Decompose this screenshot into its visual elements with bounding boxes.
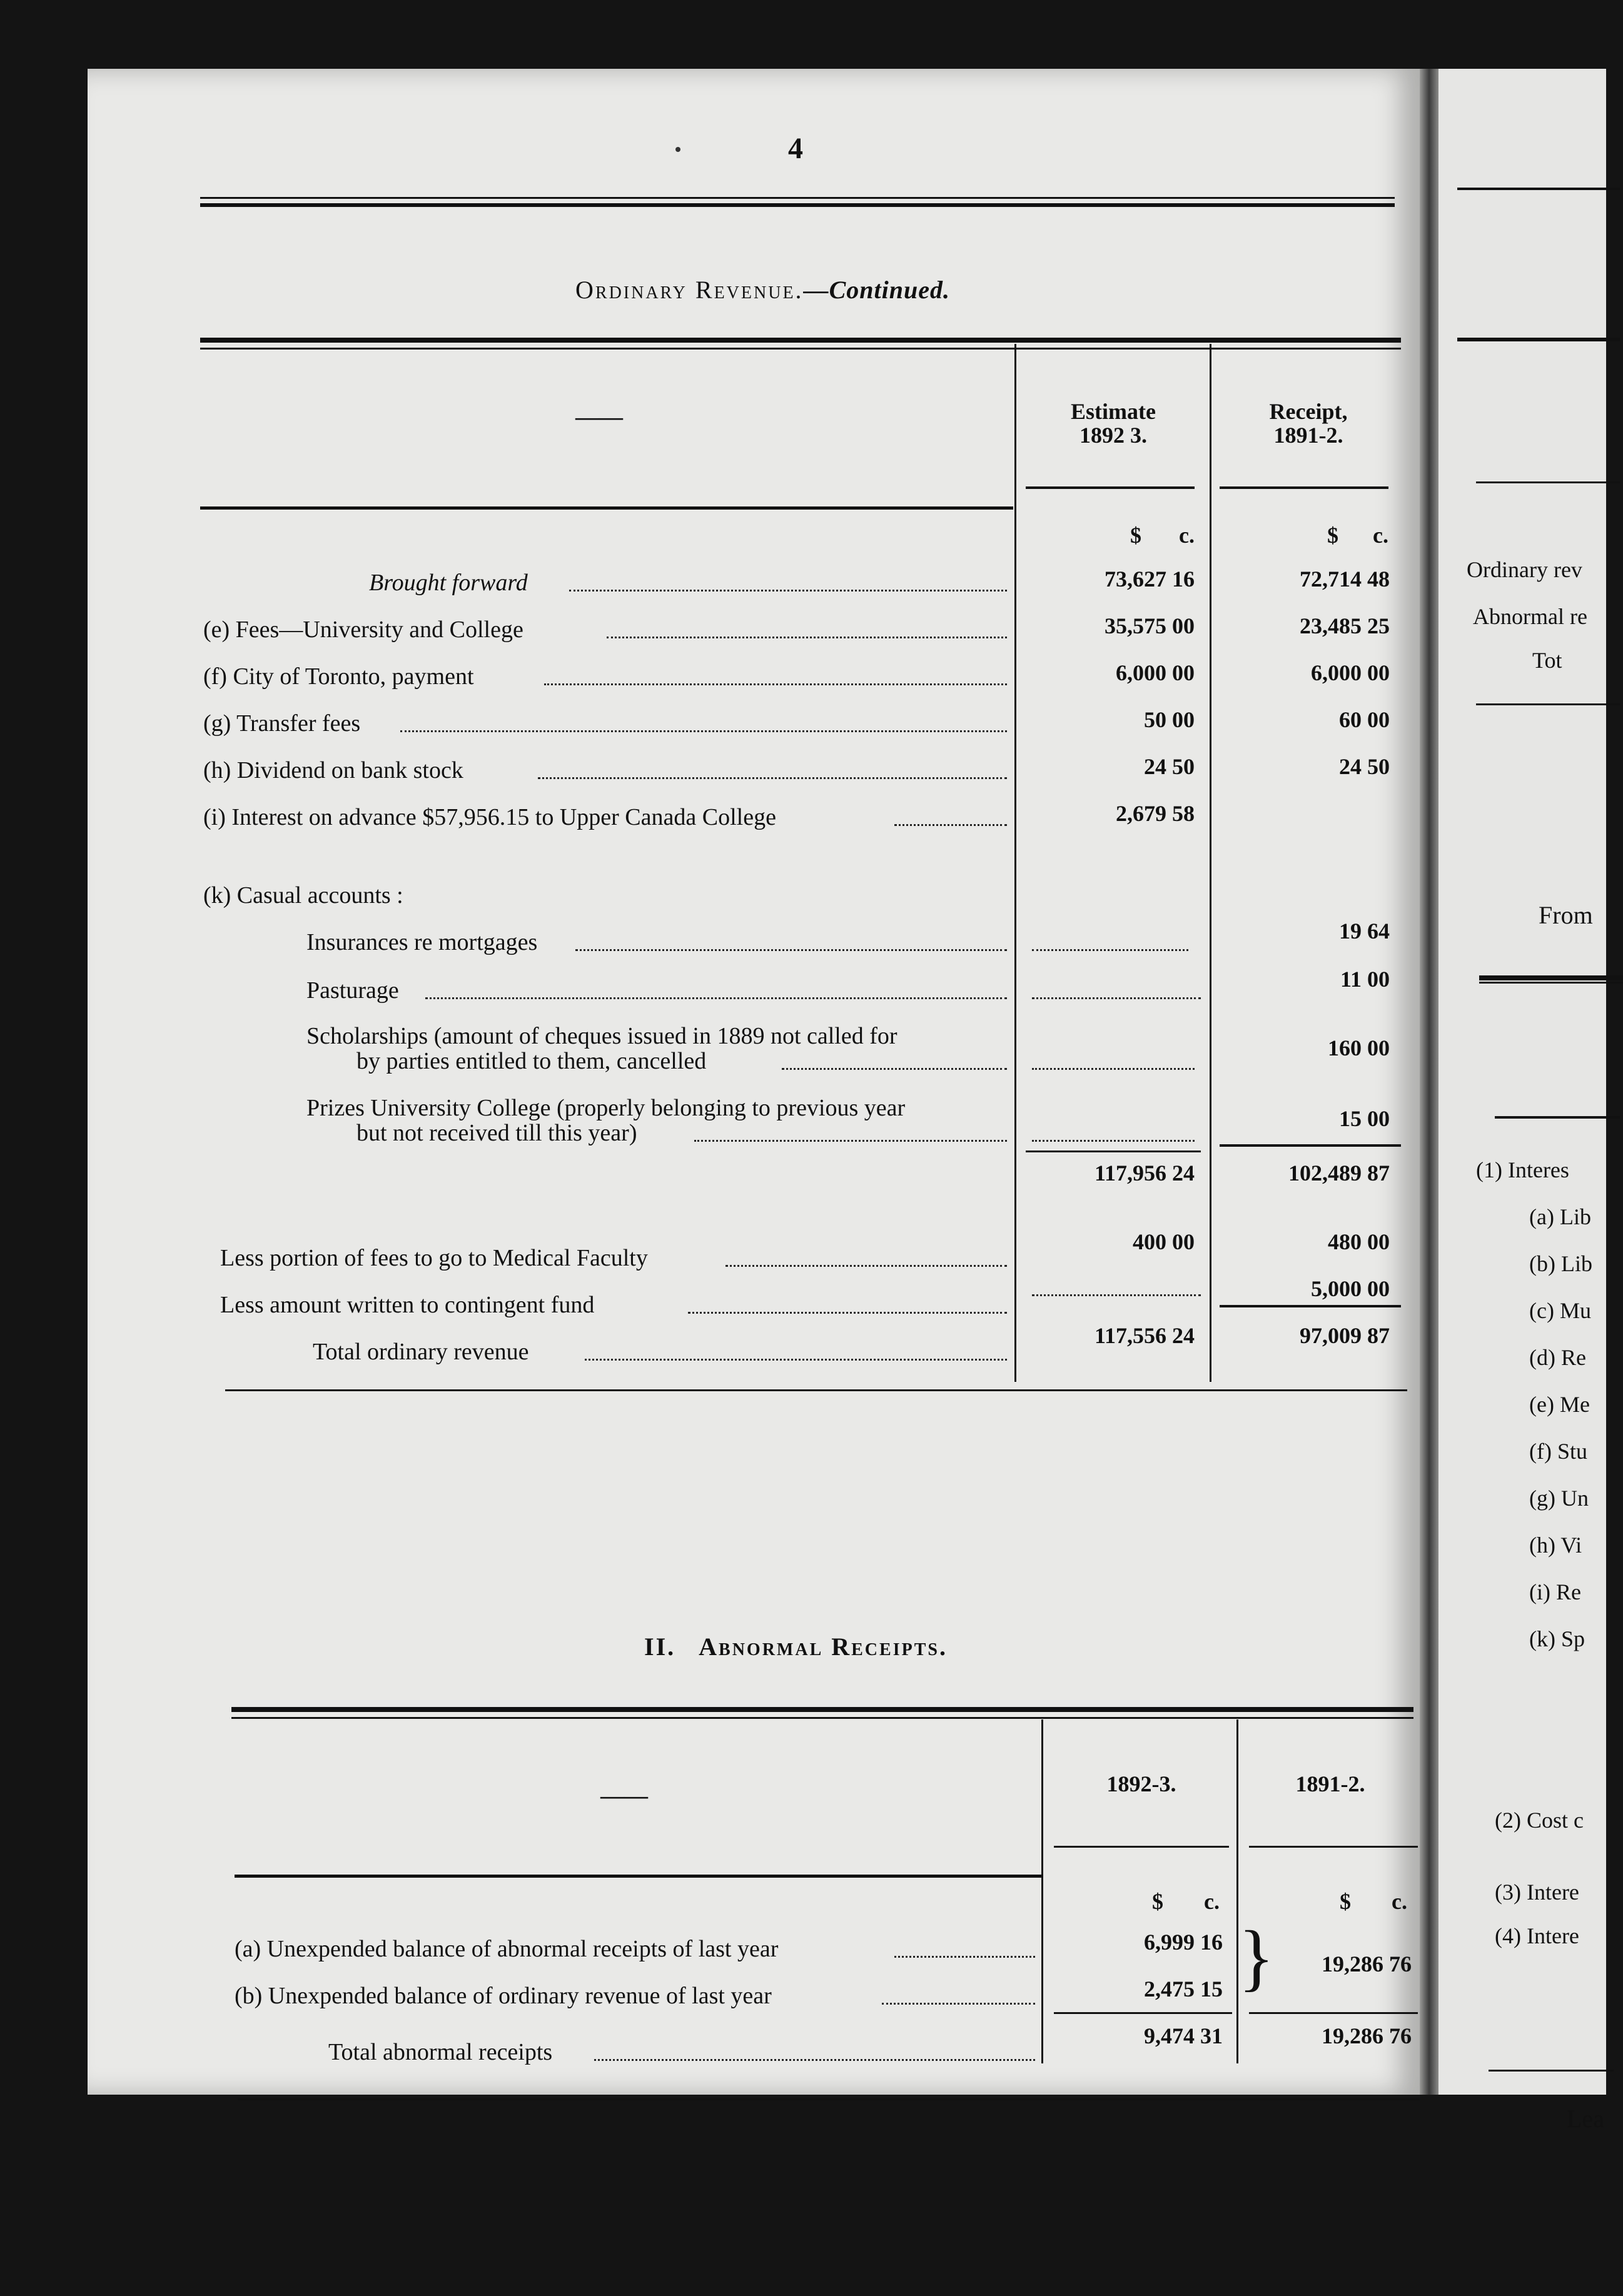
row-receipt: 60 00 (1339, 707, 1390, 732)
less-contingent-label: Less amount written to contingent fund (220, 1292, 595, 1318)
facing-line: From (1539, 901, 1593, 929)
table2-unit-dollar: $ (1152, 1889, 1163, 1914)
table2-bottom-rule (238, 2098, 1420, 2100)
total-ordinary-estimate: 117,556 24 (1094, 1323, 1195, 1348)
row-receipt: 15 00 (1339, 1106, 1390, 1131)
facing-line: (h) Vi (1529, 1533, 1582, 1558)
facing-line: (f) Stu (1529, 1439, 1587, 1464)
row-receipt: 72,714 48 (1300, 566, 1390, 592)
table1-col-receipt-header: Receipt, 1891-2. (1269, 399, 1348, 448)
facing-line: Tot (1532, 648, 1562, 673)
table1-unit-cents: c. (1179, 523, 1195, 548)
top-rule (200, 197, 1395, 199)
row-label: (f) City of Toronto, payment (203, 663, 474, 690)
facing-line: Lea (1567, 2105, 1604, 2133)
table2-unit-cents: c. (1204, 1889, 1220, 1914)
row-label: Pasturage (306, 977, 399, 1004)
table2-col2-header: 1891-2. (1295, 1771, 1365, 1796)
total-abnormal-1892: 9,474 31 (1144, 2023, 1223, 2048)
table1-top-rule (200, 338, 1401, 343)
row-estimate: 6,000 00 (1116, 660, 1195, 685)
less-medical-estimate: 400 00 (1133, 1229, 1195, 1254)
row-receipt: 19 64 (1339, 919, 1390, 944)
row-label: (e) Fees—University and College (203, 617, 523, 643)
row-estimate: 73,627 16 (1105, 566, 1195, 592)
row-label: (g) Transfer fees (203, 710, 361, 737)
section-title-caps: Ordinary Revenue. (575, 276, 804, 304)
row-receipt: 24 50 (1339, 754, 1390, 779)
row-receipt: 23,485 25 (1300, 613, 1390, 638)
table2-col-divider-2 (1236, 1719, 1238, 2063)
less-contingent-receipt: 5,000 00 (1311, 1276, 1390, 1301)
row-label: Prizes University College (properly belonging to previous year (306, 1095, 906, 1121)
row-label: Brought forward (369, 570, 528, 596)
row-label-cont: but not received till this year) (356, 1120, 637, 1146)
row-estimate: 35,575 00 (1105, 613, 1195, 638)
row-label: Insurances re mortgages (306, 929, 538, 955)
table1-col-divider-1 (1014, 344, 1016, 1382)
facing-line: (e) Me (1529, 1392, 1590, 1417)
subtotal-receipt: 102,489 87 (1288, 1161, 1390, 1186)
facing-line: (2) Cost c (1495, 1808, 1584, 1833)
section2-title-text: Abnormal Receipts. (699, 1633, 948, 1661)
row-label: (h) Dividend on bank stock (203, 757, 463, 783)
document-page: 4 Ordinary Revenue.—Continued. —— Estimate 1892 3. Receipt, 1891-2. $ c. $ c. Brought forward 73,627 16 72,714 48 (e) Fees—University and College 35,575 00 23,485 25 (f) City of Toronto, payment 6,000 00 6,000 00 (g) Transfer fees 50 00 60 00 (h) Dividend on bank stock 24 50 24 50 (i) Interest on advance $57,956.15 to Upper Canada College 2,679 58 (k) Casual accounts : Insurances re mortgages 19 64 Pasturage 11 00 Scholarships (amount of cheques issued in 1889 not called for by parties entitled to them, cancelled 160 00 Prizes University College (properly belonging to previous year but not received till this year) 15 00 117,956 24 102,489 87 Less portion of fees to go to Medical Faculty 400 00 480 00 Less amount written to contingent fund 5,000 00 Total ordinary revenue 117,556 24 97,009 87 II. Abnormal Receipts. —— 1892-3. 1891-2. $ c. $ c. (a) Unexpended balance of abnormal receipts of last year 6,999 16 (b) Unexpended balance of ordinary revenue of last year 2,475 15 } 19,286 76 Total abnormal receipts 9,474 31 19,286 76 (88, 69, 1420, 2095)
row-receipt: 6,000 00 (1311, 660, 1390, 685)
row-label: (i) Interest on advance $57,956.15 to Upper Canada College (203, 804, 776, 830)
total-abnormal-1891: 19,286 76 (1322, 2023, 1412, 2048)
row-label-cont: by parties entitled to them, cancelled (356, 1048, 707, 1074)
section-title (575, 275, 950, 305)
total-abnormal-label: Total abnormal receipts (328, 2039, 553, 2065)
facing-line: (1) Interes (1476, 1157, 1569, 1182)
facing-line: (k) Sp (1529, 1626, 1585, 1651)
row-value-1892: 2,475 15 (1144, 1976, 1223, 2001)
facing-line: (i) Re (1529, 1579, 1581, 1604)
row-receipt: 160 00 (1328, 1035, 1390, 1060)
facing-line: (g) Un (1529, 1486, 1589, 1511)
facing-line: Ordinary rev (1467, 557, 1582, 582)
table2-col1-header: 1892-3. (1106, 1771, 1176, 1796)
table1-unit-dollar: $ (1130, 523, 1141, 548)
facing-line: (4) Intere (1495, 1923, 1579, 1948)
row-label: (k) Casual accounts : (203, 882, 403, 909)
table2-stub-dash: —— (600, 1783, 648, 1809)
page-number: 4 (788, 132, 803, 165)
table1-col-divider-2 (1210, 344, 1211, 1382)
less-medical-label: Less portion of fees to go to Medical Faculty (220, 1245, 648, 1271)
row-receipt: 11 00 (1340, 967, 1390, 992)
row-estimate: 24 50 (1144, 754, 1195, 779)
table2-col-divider-1 (1041, 1719, 1043, 2063)
subtotal-estimate: 117,956 24 (1094, 1161, 1195, 1186)
less-medical-receipt: 480 00 (1328, 1229, 1390, 1254)
table2-top-rule (231, 1707, 1413, 1712)
top-rule-thick (200, 203, 1395, 207)
table1-stub-dash: —— (575, 404, 623, 430)
table1-bottom-rule (225, 1389, 1407, 1391)
facing-line: (d) Re (1529, 1345, 1586, 1370)
section2-number: II. (644, 1633, 676, 1661)
facing-line: (c) Mu (1529, 1298, 1591, 1323)
ink-speck (675, 147, 680, 152)
section-title-continued: —Continued. (803, 276, 950, 304)
row-estimate: 2,679 58 (1116, 801, 1195, 826)
facing-page (1438, 69, 1606, 2133)
row-label: (a) Unexpended balance of abnormal receipts of last year (235, 1936, 779, 1962)
facing-line: Abnormal re (1473, 604, 1587, 629)
total-ordinary-label: Total ordinary revenue (313, 1339, 529, 1365)
brace: } (1238, 1915, 1275, 1998)
table1-col-estimate-header: Estimate 1892 3. (1071, 399, 1156, 448)
row-estimate: 50 00 (1144, 707, 1195, 732)
facing-line: (3) Intere (1495, 1880, 1579, 1905)
facing-line: (b) Lib (1529, 1251, 1592, 1276)
total-ordinary-receipt: 97,009 87 (1300, 1323, 1390, 1348)
facing-line: (a) Lib (1529, 1204, 1591, 1229)
row-label: (b) Unexpended balance of ordinary revenue of last year (235, 1983, 772, 2009)
row-label: Scholarships (amount of cheques issued in 1889 not called for (306, 1023, 897, 1049)
section2-title (644, 1632, 948, 1661)
page-gutter (1420, 69, 1438, 2095)
combined-value-1891: 19,286 76 (1322, 1951, 1412, 1976)
row-value-1892: 6,999 16 (1144, 1930, 1223, 1955)
